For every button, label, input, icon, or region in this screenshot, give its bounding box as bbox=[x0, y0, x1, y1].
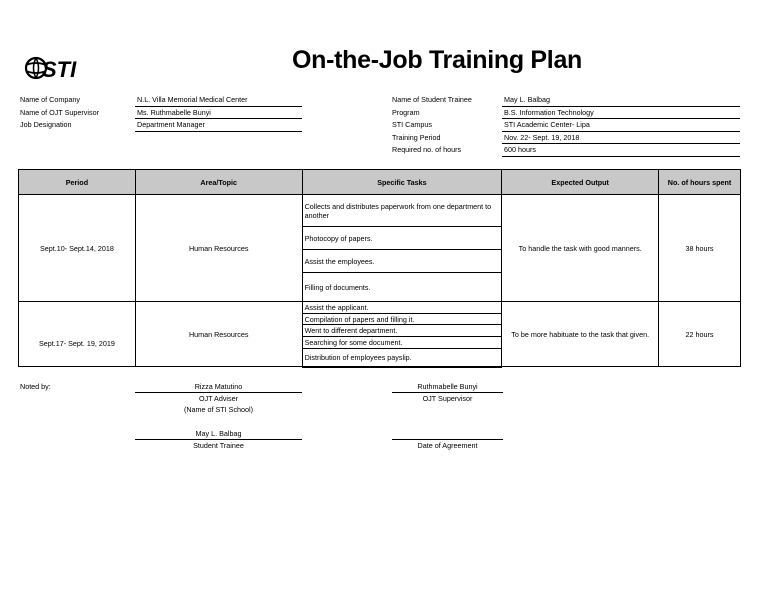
area-cell: Human Resources bbox=[135, 195, 302, 302]
agreement-label: Date of Agreement bbox=[392, 439, 503, 451]
supervisor-label: Name of OJT Supervisor bbox=[20, 107, 99, 117]
adviser-school: (Name of STI School) bbox=[183, 405, 254, 414]
period-row bbox=[392, 132, 742, 145]
task-cell: Assist the employees. bbox=[302, 250, 502, 273]
campus-value: STI Academic Center- Lipa bbox=[502, 119, 740, 132]
task-cell: Compilation of papers and filling it. bbox=[302, 314, 502, 325]
program-value: B.S. Information Technology bbox=[502, 107, 740, 120]
designation-value: Department Manager bbox=[135, 119, 302, 132]
period-cell: Sept.17- Sept. 19, 2019 bbox=[19, 302, 136, 367]
adviser-role: OJT Adviser bbox=[135, 392, 302, 404]
supervisor-row bbox=[20, 107, 310, 120]
campus-row bbox=[392, 119, 742, 132]
period-label: Training Period bbox=[392, 132, 441, 142]
table-row bbox=[19, 302, 741, 314]
hours-cell: 38 hours bbox=[659, 195, 741, 302]
header-period: Period bbox=[19, 170, 136, 195]
designation-label: Job Designation bbox=[20, 120, 72, 129]
company-value: N.L. Villa Memorial Medical Center bbox=[135, 94, 302, 107]
task-cell: Filling of documents. bbox=[302, 273, 502, 302]
sti-logo bbox=[22, 48, 92, 88]
period-cell: Sept.10- Sept.14, 2018 bbox=[19, 195, 136, 302]
supervisor-value: Ms. Ruthmabelle Bunyi bbox=[135, 107, 302, 120]
header-hours: No. of hours spent bbox=[659, 170, 741, 195]
header-output: Expected Output bbox=[502, 170, 659, 195]
campus-label: STI Campus bbox=[392, 120, 432, 129]
task-cell: Distribution of employees payslip. bbox=[302, 349, 502, 367]
adviser-signature bbox=[135, 381, 302, 415]
output-cell: To be more habituate to the task that given. bbox=[502, 302, 659, 367]
table-header-row bbox=[19, 170, 741, 195]
company-row bbox=[20, 94, 310, 107]
trainee-row bbox=[392, 94, 742, 107]
task-cell: Searching for some document. bbox=[302, 337, 502, 349]
trainee-signature bbox=[135, 428, 302, 451]
supervisor-sign-name: Ruthmabelle Bunyi bbox=[417, 382, 478, 391]
header-area: Area/Topic bbox=[135, 170, 302, 195]
header-tasks: Specific Tasks bbox=[302, 170, 502, 195]
hours-row bbox=[392, 144, 742, 157]
logo-text: STI bbox=[42, 57, 77, 82]
company-info bbox=[20, 94, 310, 132]
program-row bbox=[392, 107, 742, 120]
supervisor-signature bbox=[392, 381, 503, 404]
hours-label: Required no. of hours bbox=[392, 145, 462, 154]
task-cell: Assist the applicant. bbox=[302, 302, 502, 314]
page-title: On-the-Job Training Plan bbox=[292, 46, 583, 74]
task-cell: Photocopy of papers. bbox=[302, 227, 502, 250]
trainee-label: Name of Student Trainee bbox=[392, 95, 472, 104]
program-label: Program bbox=[392, 107, 420, 117]
trainee-info bbox=[392, 94, 742, 157]
hours-cell: 22 hours bbox=[659, 302, 741, 367]
company-label: Name of Company bbox=[20, 95, 80, 104]
agreement-signature bbox=[392, 428, 503, 451]
designation-row bbox=[20, 119, 310, 132]
supervisor-sign-role: OJT Supervisor bbox=[392, 392, 503, 404]
area-cell: Human Resources bbox=[135, 302, 302, 367]
hours-value: 600 hours bbox=[502, 144, 740, 157]
task-cell: Collects and distributes paperwork from one department to another bbox=[302, 195, 502, 227]
period-value: Nov. 22- Sept. 19, 2018 bbox=[502, 132, 740, 145]
trainee-sign-role: Student Trainee bbox=[135, 439, 302, 451]
noted-by-label: Noted by: bbox=[20, 382, 51, 391]
table-row bbox=[19, 195, 741, 227]
trainee-sign-name: May L. Balbag bbox=[195, 429, 242, 438]
trainee-value: May L. Balbag bbox=[502, 94, 740, 107]
output-cell: To handle the task with good manners. bbox=[502, 195, 659, 302]
adviser-name: Rizza Matutino bbox=[194, 382, 243, 391]
training-plan-table bbox=[18, 169, 741, 368]
task-cell: Went to different department. bbox=[302, 325, 502, 337]
